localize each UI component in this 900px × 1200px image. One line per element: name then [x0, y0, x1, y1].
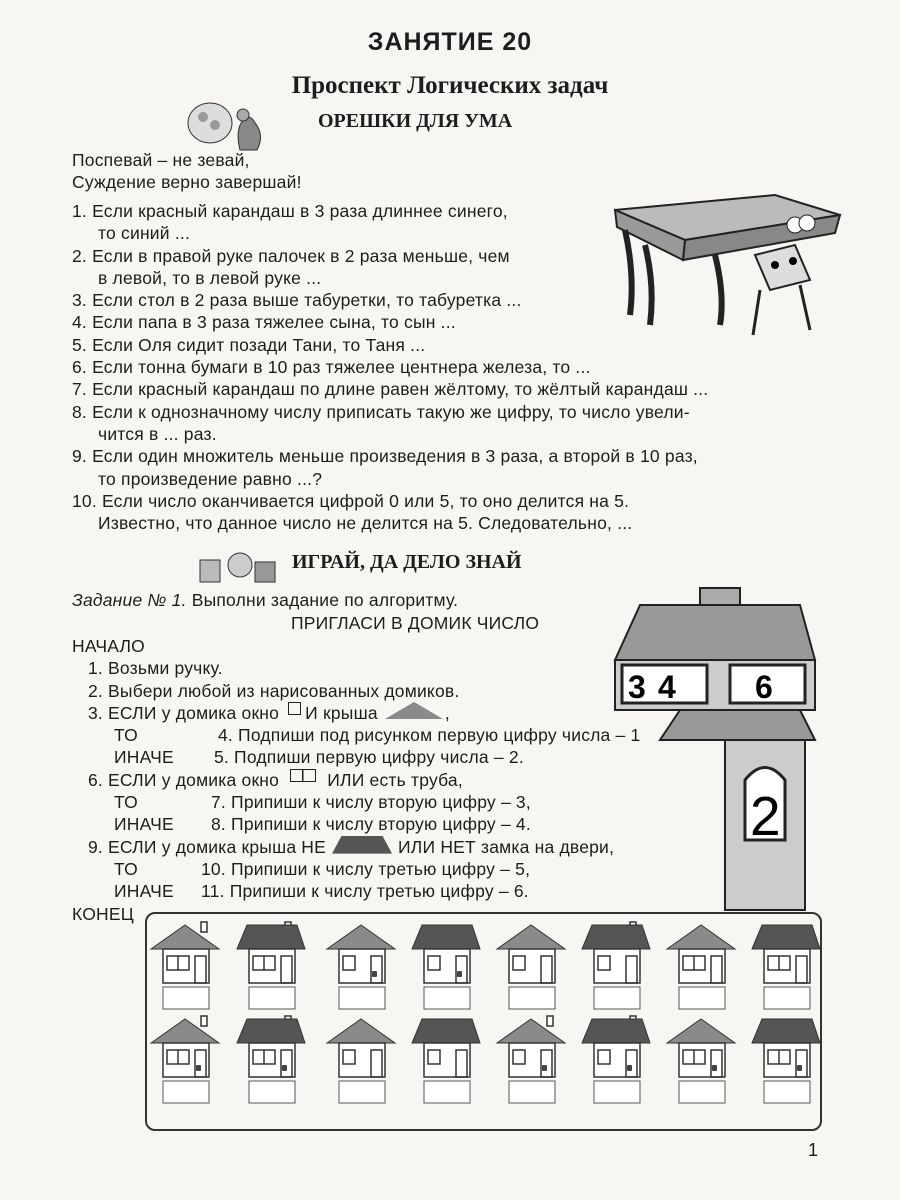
answer-box[interactable] — [163, 987, 209, 1009]
triangle-roof — [327, 1019, 395, 1043]
statement-number: 8. — [72, 401, 87, 422]
house[interactable] — [667, 1019, 735, 1103]
step-6-text: 6. ЕСЛИ у домика окно — [88, 769, 280, 790]
statement-number: 10. — [72, 490, 97, 511]
statement-number: 3. — [72, 290, 87, 311]
step-9-text: 9. ЕСЛИ у домика крыша НЕ — [88, 836, 327, 857]
step-11 — [72, 880, 640, 902]
statement-line — [72, 423, 708, 445]
answer-box[interactable] — [249, 1081, 295, 1103]
step-11-text: 11. Припиши к числу третью цифру – 6. — [201, 881, 529, 902]
statement-text: в левой, то в левой руке ... — [98, 267, 322, 288]
house-wall — [339, 1043, 385, 1077]
answer-box[interactable] — [594, 987, 640, 1009]
poem — [72, 149, 302, 194]
house[interactable] — [582, 1016, 650, 1103]
house-wall — [249, 1043, 295, 1077]
step-3-text: 3. ЕСЛИ у домика окно — [88, 702, 280, 723]
statement-number: 9. — [72, 446, 87, 467]
triangle-roof — [667, 925, 735, 949]
step-8 — [72, 813, 640, 835]
lock-icon — [542, 1065, 547, 1071]
else-label: ИНАЧЕ — [114, 747, 174, 768]
trapezoid-roof — [412, 925, 480, 949]
statement-text: то произведение равно ...? — [98, 468, 323, 489]
step-9-text-b: ИЛИ НЕТ замка на двери, — [398, 836, 615, 857]
step-10-text: 10. Припиши к числу третью цифру – 5, — [201, 858, 531, 879]
lock-icon — [282, 1065, 287, 1071]
answer-box[interactable] — [339, 1081, 385, 1103]
then-label: ТО — [114, 725, 138, 746]
step-1: 1. Возьми ручку. — [88, 658, 223, 679]
single-window-icon — [288, 702, 301, 715]
houses-grid — [147, 914, 820, 1129]
house-wall — [679, 949, 725, 983]
task-subtitle: ПРИГЛАСИ В ДОМИК ЧИСЛО — [291, 613, 540, 633]
trapezoid-roof — [237, 1019, 305, 1043]
step-3: 3. ЕСЛИ у домика окно И крыша , — [88, 702, 450, 723]
house[interactable] — [237, 1016, 305, 1103]
statement-item — [72, 401, 708, 446]
step-5-text: 5. Подпиши первую цифру числа – 2. — [214, 747, 524, 768]
answer-box[interactable] — [509, 987, 555, 1009]
house[interactable] — [151, 922, 219, 1009]
answer-box[interactable] — [424, 1081, 470, 1103]
house[interactable] — [237, 922, 305, 1009]
boy-illustration — [195, 540, 280, 585]
statement-text: Если один множитель меньше произведения в 3 раза, а второй в 10 раз, — [92, 446, 698, 467]
lock-icon — [797, 1065, 802, 1071]
statement-item — [72, 356, 708, 378]
trapezoid-roof — [752, 1019, 820, 1043]
algorithm — [72, 635, 640, 925]
statement-line — [72, 445, 708, 467]
number-house-tower-illustration — [600, 580, 825, 915]
step-6 — [72, 769, 640, 791]
house-wall — [509, 949, 555, 983]
statement-text: Если красный карандаш в 3 раза длиннее синего, — [92, 201, 508, 221]
statement-number: 2. — [72, 245, 87, 266]
poem-line: Поспевай – не зевай, — [72, 150, 250, 170]
house-wall — [424, 1043, 470, 1077]
triangle-roof-icon — [385, 702, 443, 719]
statement-number: 7. — [72, 379, 87, 400]
step-8-text: 8. Припиши к числу вторую цифру – 4. — [211, 814, 531, 835]
answer-box[interactable] — [594, 1081, 640, 1103]
squirrel-illustration — [185, 95, 270, 155]
step-9 — [72, 836, 640, 858]
statement-text: Если Оля сидит позади Тани, то Таня ... — [92, 334, 426, 355]
triangle-roof — [327, 925, 395, 949]
double-window-icon — [290, 769, 316, 782]
table-stool-illustration — [595, 185, 855, 345]
house[interactable] — [151, 1016, 219, 1103]
statement-text: Если красный карандаш по длине равен жёлтому, то жёлтый карандаш ... — [92, 379, 709, 400]
algorithm-end: КОНЕЦ — [72, 903, 134, 924]
trapezoid-roof — [412, 1019, 480, 1043]
triangle-roof — [497, 925, 565, 949]
answer-box[interactable] — [679, 987, 725, 1009]
section-heading-play: ИГРАЙ, ДА ДЕЛО ЗНАЙ — [292, 551, 522, 573]
statement-text: Если стол в 2 раза выше табуретки, то табуретка ... — [92, 290, 522, 311]
chimney-icon — [547, 1016, 553, 1026]
statement-item — [72, 378, 708, 400]
answer-box[interactable] — [424, 987, 470, 1009]
task-label: Задание № 1. — [72, 590, 187, 610]
house-wall — [594, 1043, 640, 1077]
algorithm-start: НАЧАЛО — [72, 636, 145, 656]
step-3-text-b: И крыша — [305, 702, 378, 723]
task-heading — [72, 589, 458, 611]
lock-icon — [196, 1065, 201, 1071]
house[interactable] — [327, 1019, 395, 1103]
tower-digit: 3 — [628, 669, 646, 705]
lesson-title: ЗАНЯТИЕ 20 — [367, 28, 533, 56]
tower-digit: 2 — [750, 785, 781, 847]
statement-item — [72, 490, 708, 535]
answer-box[interactable] — [679, 1081, 725, 1103]
section-heading-nuts: ОРЕШКИ ДЛЯ УМА — [318, 110, 513, 132]
statement-number: 5. — [72, 334, 87, 355]
house-wall — [249, 949, 295, 983]
step-4 — [72, 724, 640, 746]
chimney-icon — [201, 922, 207, 932]
statement-text: то синий ... — [98, 223, 191, 244]
else-label: ИНАЧЕ — [114, 814, 174, 835]
house[interactable] — [412, 1019, 480, 1103]
house-wall — [764, 949, 810, 983]
answer-box[interactable] — [764, 1081, 810, 1103]
answer-box[interactable] — [339, 987, 385, 1009]
task-text: Выполни задание по алгоритму. — [191, 590, 459, 610]
house-wall — [509, 1043, 555, 1077]
statement-item — [72, 445, 708, 490]
statement-text: чится в ... раз. — [98, 423, 217, 444]
then-label: ТО — [114, 858, 138, 879]
step-5 — [72, 746, 640, 768]
statement-line — [72, 378, 708, 400]
house[interactable] — [497, 1016, 565, 1103]
house[interactable] — [412, 925, 480, 1009]
house-wall — [679, 1043, 725, 1077]
answer-box[interactable] — [163, 1081, 209, 1103]
lock-icon — [372, 971, 377, 977]
house-wall — [163, 949, 209, 983]
answer-box[interactable] — [509, 1081, 555, 1103]
house-wall — [764, 1043, 810, 1077]
house-wall — [339, 949, 385, 983]
statement-text: Если число оканчивается цифрой 0 или 5, то оно делится на 5. — [102, 490, 630, 511]
house-wall — [594, 949, 640, 983]
page-title: Проспект Логических задач — [291, 72, 609, 99]
poem-line: Суждение верно завершай! — [72, 172, 302, 193]
then-label: ТО — [114, 792, 138, 813]
statement-number: 4. — [72, 312, 87, 333]
house[interactable] — [497, 925, 565, 1009]
statement-text: Если папа в 3 раза тяжелее сына, то сын ... — [92, 312, 456, 333]
lock-icon — [627, 1065, 632, 1071]
house[interactable] — [582, 922, 650, 1009]
statement-text: Известно, что данное число не делится на 5. Следовательно, ... — [98, 513, 633, 534]
page-number: 1 — [807, 1140, 818, 1160]
lock-icon — [457, 971, 462, 977]
step-4-text: 4. Подпиши под рисунком первую цифру числа – 1 — [218, 725, 641, 746]
trapezoid-roof — [752, 925, 820, 949]
triangle-roof — [497, 1019, 565, 1043]
chimney-icon — [201, 1016, 207, 1026]
house-wall — [424, 949, 470, 983]
tower-digit: 4 — [658, 669, 676, 705]
step-7 — [72, 791, 640, 813]
trapezoid-roof — [582, 925, 650, 949]
house[interactable] — [327, 925, 395, 1009]
statement-text: Если тонна бумаги в 10 раз тяжелее центнера железа, то ... — [92, 357, 591, 378]
tower-digit: 6 — [755, 669, 773, 705]
statement-line — [72, 401, 708, 423]
houses-panel — [145, 912, 822, 1131]
house[interactable] — [752, 1019, 820, 1103]
step-7-text: 7. Припиши к числу вторую цифру – 3, — [211, 792, 531, 813]
trapezoid-roof — [582, 1019, 650, 1043]
step-10 — [72, 858, 640, 880]
trapezoid-roof-icon — [332, 836, 392, 854]
step-6-text-b: ИЛИ есть труба, — [327, 769, 463, 790]
else-label: ИНАЧЕ — [114, 881, 174, 902]
house[interactable] — [752, 925, 820, 1009]
trapezoid-roof — [237, 925, 305, 949]
statement-text: Если к однозначному числу приписать такую же цифру, то число увели- — [92, 401, 690, 422]
statement-line — [72, 356, 708, 378]
statement-text: Если в правой руке палочек в 2 раза меньше, чем — [92, 245, 510, 266]
triangle-roof — [151, 1019, 219, 1043]
statement-line — [72, 490, 708, 512]
triangle-roof — [667, 1019, 735, 1043]
answer-box[interactable] — [764, 987, 810, 1009]
house-wall — [163, 1043, 209, 1077]
lock-icon — [712, 1065, 717, 1071]
statement-line — [72, 512, 708, 534]
answer-box[interactable] — [249, 987, 295, 1009]
triangle-roof — [151, 925, 219, 949]
house[interactable] — [667, 925, 735, 1009]
statement-line — [72, 468, 708, 490]
statement-number: 1. — [72, 201, 87, 221]
step-2: 2. Выбери любой из нарисованных домиков. — [88, 680, 460, 701]
statement-number: 6. — [72, 357, 87, 378]
